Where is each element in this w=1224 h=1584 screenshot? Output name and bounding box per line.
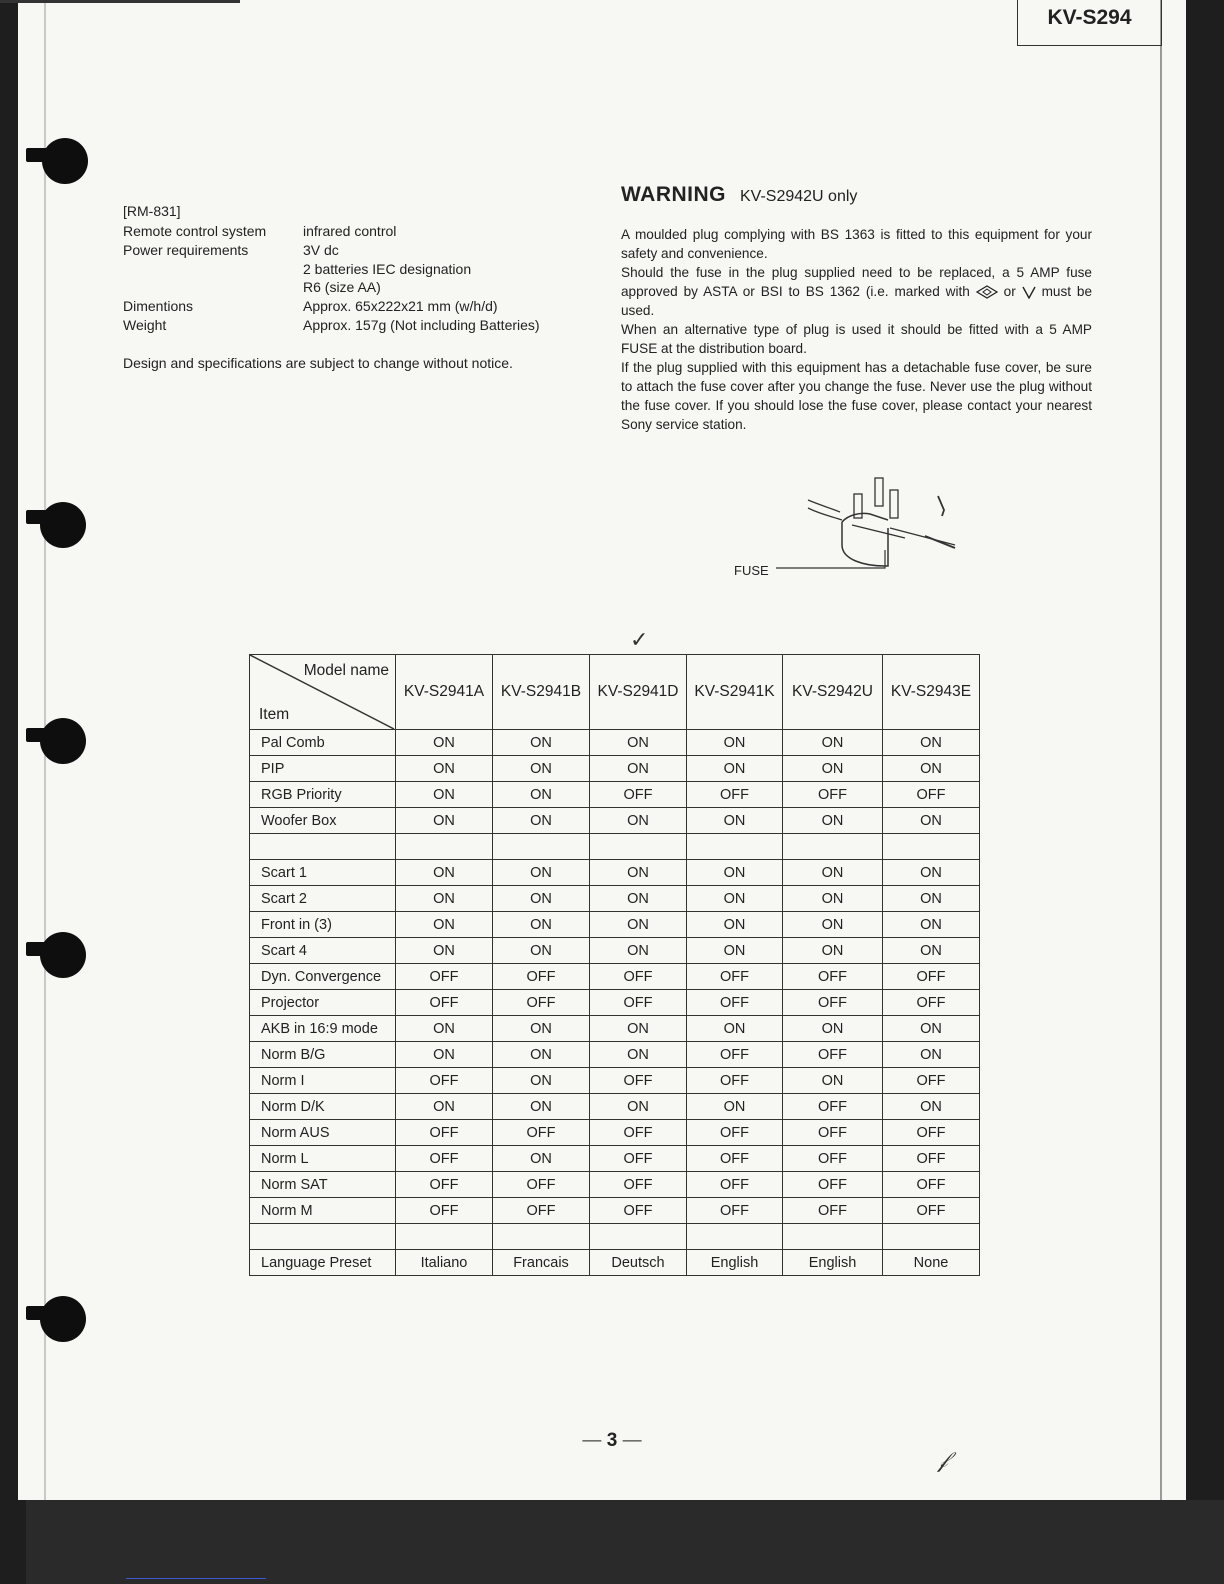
row-value-cell: ON xyxy=(783,886,883,912)
scanner-bottom-band xyxy=(26,1500,1224,1584)
row-value-cell: ON xyxy=(493,912,590,938)
row-value-cell: ON xyxy=(883,886,980,912)
row-item-label: Norm L xyxy=(250,1146,396,1172)
table-row xyxy=(250,990,980,1016)
handwritten-tick-icon: ✓ xyxy=(630,627,649,652)
spec-value: Approx. 157g (Not including Batteries) xyxy=(303,317,540,333)
spec-label: Dimentions xyxy=(123,298,194,314)
table-row xyxy=(250,1224,980,1250)
warning-paragraph: If the plug supplied with this equipment has a detachable fuse cover, be sure to attach the fuse cover after you change the fuse. Never use the plug without the fuse cover. If you should lose the fuse cover, please contact your nearest Sony service station. xyxy=(621,360,1092,432)
row-value-cell: OFF xyxy=(396,1146,493,1172)
row-value-cell: OFF xyxy=(883,1120,980,1146)
row-value-cell: OFF xyxy=(687,1042,783,1068)
row-value-cell: ON xyxy=(687,1016,783,1042)
row-value-cell: ON xyxy=(493,756,590,782)
row-value-cell: ON xyxy=(396,886,493,912)
table-row xyxy=(250,860,980,886)
row-value-cell: ON xyxy=(883,860,980,886)
row-value-cell: OFF xyxy=(396,990,493,1016)
row-item-label: AKB in 16:9 mode xyxy=(250,1016,396,1042)
row-value-cell xyxy=(883,1224,980,1250)
row-value-cell xyxy=(883,834,980,860)
table-row xyxy=(250,1120,980,1146)
warning-title: WARNING xyxy=(621,183,726,206)
row-value-cell xyxy=(396,834,493,860)
row-value-cell: OFF xyxy=(590,1198,687,1224)
table-row xyxy=(250,1068,980,1094)
row-value-cell: OFF xyxy=(687,1068,783,1094)
row-value-cell: OFF xyxy=(687,1172,783,1198)
row-value-cell: OFF xyxy=(687,782,783,808)
spec-change-note: Design and specifications are subject to change without notice. xyxy=(123,355,513,371)
table-row xyxy=(250,1094,980,1120)
row-value-cell: ON xyxy=(590,1016,687,1042)
spec-label: Weight xyxy=(123,317,167,333)
row-value-cell: OFF xyxy=(396,1120,493,1146)
table-row xyxy=(250,912,980,938)
row-value-cell: ON xyxy=(783,938,883,964)
row-value-cell xyxy=(687,834,783,860)
row-value-cell: OFF xyxy=(883,782,980,808)
row-item-label: Dyn. Convergence xyxy=(250,964,396,990)
binder-hole-tab xyxy=(26,728,50,742)
row-value-cell: ON xyxy=(493,1042,590,1068)
row-item-label: Norm I xyxy=(250,1068,396,1094)
row-value-cell: OFF xyxy=(590,782,687,808)
row-value-cell: ON xyxy=(396,782,493,808)
row-value-cell: OFF xyxy=(883,964,980,990)
row-value-cell: ON xyxy=(590,912,687,938)
remote-model-heading: [RM-831] xyxy=(123,203,181,219)
row-value-cell: OFF xyxy=(783,1198,883,1224)
row-value-cell: ON xyxy=(396,730,493,756)
row-value-cell: ON xyxy=(883,1094,980,1120)
warning-text: must be used. xyxy=(621,284,1093,318)
table-corner-cell xyxy=(250,655,396,730)
row-value-cell: OFF xyxy=(883,1172,980,1198)
row-value-cell: OFF xyxy=(396,964,493,990)
row-value-cell: None xyxy=(883,1250,980,1276)
row-value-cell: ON xyxy=(687,756,783,782)
model-feature-table xyxy=(249,654,980,1276)
page-right-edge xyxy=(1160,0,1162,1500)
table-row xyxy=(250,808,980,834)
warning-text: Should the fuse in the plug supplied need to be replaced, a 5 AMP fuse approved by ASTA or BSI to BS 1362 (i.e. marked with xyxy=(621,265,1092,299)
row-value-cell: ON xyxy=(396,808,493,834)
row-item-label: Scart 2 xyxy=(250,886,396,912)
row-value-cell: ON xyxy=(590,1094,687,1120)
row-value-cell: OFF xyxy=(783,1042,883,1068)
row-item-label: Projector xyxy=(250,990,396,1016)
page-number xyxy=(0,1430,1224,1452)
row-value-cell xyxy=(687,1224,783,1250)
row-value-cell: ON xyxy=(493,938,590,964)
row-value-cell: ON xyxy=(883,938,980,964)
table-row xyxy=(250,834,980,860)
row-value-cell: OFF xyxy=(590,1120,687,1146)
row-value-cell: ON xyxy=(883,756,980,782)
row-value-cell: ON xyxy=(396,1042,493,1068)
row-item-label: Woofer Box xyxy=(250,808,396,834)
table-row xyxy=(250,782,980,808)
row-value-cell: ON xyxy=(783,912,883,938)
warning-text: or xyxy=(1003,284,1016,299)
row-value-cell: ON xyxy=(883,912,980,938)
row-value-cell: ON xyxy=(783,1016,883,1042)
binder-hole-icon xyxy=(40,502,86,548)
warning-subtitle: KV-S2942U only xyxy=(740,188,858,205)
row-value-cell: ON xyxy=(783,860,883,886)
table-row xyxy=(250,938,980,964)
page-dash: — xyxy=(582,1430,602,1451)
table-row xyxy=(250,1172,980,1198)
row-value-cell: ON xyxy=(493,1016,590,1042)
row-value-cell: ON xyxy=(493,1068,590,1094)
binder-hole-tab xyxy=(26,148,50,162)
model-number-box: KV-S294 xyxy=(1017,0,1162,46)
table-row xyxy=(250,1198,980,1224)
row-item-label: Norm B/G xyxy=(250,1042,396,1068)
row-value-cell: OFF xyxy=(396,1172,493,1198)
row-value-cell: ON xyxy=(396,860,493,886)
row-value-cell: OFF xyxy=(493,1198,590,1224)
row-value-cell: ON xyxy=(590,756,687,782)
fuse-plug-illustration xyxy=(730,470,980,585)
row-value-cell: ON xyxy=(687,860,783,886)
row-value-cell xyxy=(590,1224,687,1250)
row-value-cell: OFF xyxy=(783,1094,883,1120)
row-value-cell: ON xyxy=(493,1146,590,1172)
row-value-cell: ON xyxy=(493,730,590,756)
spec-value: infrared control xyxy=(303,223,397,239)
table-row xyxy=(250,1146,980,1172)
row-value-cell: OFF xyxy=(783,1146,883,1172)
row-item-label: Norm M xyxy=(250,1198,396,1224)
row-value-cell: ON xyxy=(883,730,980,756)
spec-label: Remote control system xyxy=(123,223,267,239)
table-row xyxy=(250,756,980,782)
row-value-cell: ON xyxy=(883,808,980,834)
warning-heading xyxy=(621,183,857,207)
asta-mark-icon xyxy=(976,285,998,299)
table-row xyxy=(250,730,980,756)
row-value-cell: English xyxy=(783,1250,883,1276)
row-item-label xyxy=(250,1224,396,1250)
row-value-cell: ON xyxy=(590,938,687,964)
row-value-cell: OFF xyxy=(590,1068,687,1094)
row-value-cell xyxy=(493,834,590,860)
row-value-cell: OFF xyxy=(687,1198,783,1224)
row-value-cell: OFF xyxy=(493,1120,590,1146)
row-value-cell: ON xyxy=(783,730,883,756)
spec-value: R6 (size AA) xyxy=(303,279,381,295)
bottom-link-underline xyxy=(126,1578,266,1579)
row-value-cell: OFF xyxy=(396,1198,493,1224)
row-value-cell: OFF xyxy=(783,1120,883,1146)
row-value-cell: ON xyxy=(783,808,883,834)
row-value-cell: ON xyxy=(590,730,687,756)
row-value-cell xyxy=(396,1224,493,1250)
row-value-cell: ON xyxy=(493,886,590,912)
row-value-cell: OFF xyxy=(590,1146,687,1172)
spec-value: Approx. 65x222x21 mm (w/h/d) xyxy=(303,298,498,314)
row-value-cell: ON xyxy=(396,938,493,964)
row-value-cell: ON xyxy=(687,886,783,912)
row-value-cell: OFF xyxy=(783,964,883,990)
row-value-cell xyxy=(783,834,883,860)
row-value-cell: ON xyxy=(396,1094,493,1120)
row-value-cell: ON xyxy=(590,808,687,834)
row-value-cell: ON xyxy=(493,782,590,808)
row-item-label: Pal Comb xyxy=(250,730,396,756)
row-item-label: Norm SAT xyxy=(250,1172,396,1198)
row-value-cell xyxy=(493,1224,590,1250)
top-edge-line xyxy=(0,0,240,3)
row-item-label: Norm D/K xyxy=(250,1094,396,1120)
row-value-cell: ON xyxy=(687,1094,783,1120)
row-value-cell: OFF xyxy=(396,1068,493,1094)
row-value-cell: ON xyxy=(687,938,783,964)
row-value-cell: OFF xyxy=(883,990,980,1016)
row-item-label: Language Preset xyxy=(250,1250,396,1276)
row-value-cell: OFF xyxy=(590,964,687,990)
row-value-cell xyxy=(590,834,687,860)
row-value-cell: OFF xyxy=(687,1146,783,1172)
model-column-header: KV-S2941A xyxy=(396,655,493,730)
row-value-cell: OFF xyxy=(883,1068,980,1094)
warning-body xyxy=(621,225,1092,434)
row-value-cell: OFF xyxy=(687,1120,783,1146)
warning-paragraph: When an alternative type of plug is used it should be fitted with a 5 AMP FUSE at the distribution board. xyxy=(621,322,1092,356)
row-item-label: Norm AUS xyxy=(250,1120,396,1146)
page-dash: — xyxy=(622,1430,642,1451)
spec-label: Power requirements xyxy=(123,242,249,258)
row-value-cell: ON xyxy=(590,886,687,912)
table-row xyxy=(250,1042,980,1068)
row-value-cell: ON xyxy=(396,912,493,938)
row-value-cell: OFF xyxy=(493,990,590,1016)
row-item-label xyxy=(250,834,396,860)
binder-hole-tab xyxy=(26,1306,50,1320)
model-column-header: KV-S2941D xyxy=(590,655,687,730)
table-row xyxy=(250,1016,980,1042)
row-value-cell: OFF xyxy=(493,1172,590,1198)
model-column-header: KV-S2941B xyxy=(493,655,590,730)
row-value-cell: ON xyxy=(590,860,687,886)
row-value-cell: ON xyxy=(396,756,493,782)
row-value-cell: Deutsch xyxy=(590,1250,687,1276)
row-value-cell: ON xyxy=(493,808,590,834)
row-item-label: PIP xyxy=(250,756,396,782)
row-value-cell: OFF xyxy=(687,990,783,1016)
row-value-cell: Italiano xyxy=(396,1250,493,1276)
row-value-cell: ON xyxy=(883,1042,980,1068)
warning-paragraph: A moulded plug complying with BS 1363 is fitted to this equipment for your safety and convenience. xyxy=(621,227,1092,261)
row-value-cell: OFF xyxy=(783,990,883,1016)
model-column-header: KV-S2942U xyxy=(783,655,883,730)
spec-value: 3V dc xyxy=(303,242,339,258)
row-value-cell: ON xyxy=(783,756,883,782)
page-number-value: 3 xyxy=(606,1430,618,1451)
row-value-cell: OFF xyxy=(783,1172,883,1198)
model-column-header: KV-S2941K xyxy=(687,655,783,730)
row-value-cell xyxy=(783,1224,883,1250)
row-value-cell: OFF xyxy=(687,964,783,990)
corner-model-name-label: Model name xyxy=(303,662,389,679)
row-value-cell: OFF xyxy=(883,1198,980,1224)
row-value-cell: ON xyxy=(396,1016,493,1042)
table-header-row xyxy=(250,655,980,730)
binder-hole-tab xyxy=(26,510,50,524)
spec-value: 2 batteries IEC designation xyxy=(303,261,472,277)
row-value-cell: OFF xyxy=(590,1172,687,1198)
row-value-cell: Francais xyxy=(493,1250,590,1276)
row-item-label: Scart 4 xyxy=(250,938,396,964)
warning-paragraph xyxy=(621,263,1092,320)
row-value-cell: ON xyxy=(883,1016,980,1042)
row-item-label: Scart 1 xyxy=(250,860,396,886)
model-column-header: KV-S2943E xyxy=(883,655,980,730)
row-value-cell: OFF xyxy=(783,782,883,808)
table-row xyxy=(250,964,980,990)
row-value-cell: OFF xyxy=(590,990,687,1016)
row-value-cell: OFF xyxy=(883,1146,980,1172)
row-item-label: Front in (3) xyxy=(250,912,396,938)
row-value-cell: ON xyxy=(687,808,783,834)
row-value-cell: ON xyxy=(493,860,590,886)
corner-item-label: Item xyxy=(259,706,290,723)
row-value-cell: ON xyxy=(590,1042,687,1068)
row-value-cell: OFF xyxy=(493,964,590,990)
row-item-label: RGB Priority xyxy=(250,782,396,808)
row-value-cell: ON xyxy=(687,730,783,756)
row-value-cell: ON xyxy=(687,912,783,938)
bsi-mark-icon xyxy=(1022,285,1036,299)
row-value-cell: English xyxy=(687,1250,783,1276)
binder-hole-tab xyxy=(26,942,50,956)
row-value-cell: ON xyxy=(783,1068,883,1094)
table-row xyxy=(250,1250,980,1276)
row-value-cell: ON xyxy=(493,1094,590,1120)
handwritten-initial-icon: 𝒻 xyxy=(938,1448,948,1473)
fuse-label: FUSE xyxy=(734,563,769,578)
table-row xyxy=(250,886,980,912)
